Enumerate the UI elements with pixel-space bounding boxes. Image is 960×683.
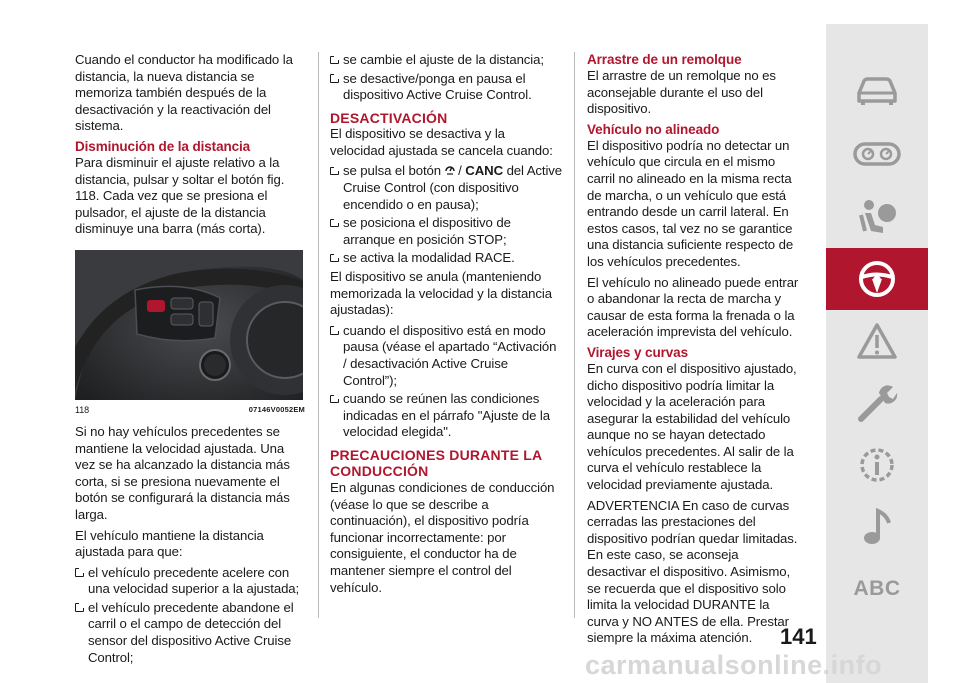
airbag-icon — [855, 197, 899, 237]
column-2 — [330, 52, 562, 600]
sidebar-item-index[interactable] — [826, 558, 928, 620]
music-note-icon — [859, 507, 895, 547]
column-1 — [75, 52, 305, 668]
list-item: se activa la modalidad RACE. — [330, 250, 562, 267]
section-heading: DESACTIVACIÓN — [330, 109, 448, 126]
page-number: 141 — [780, 624, 817, 649]
paragraph: El vehículo no alineado puede entrar o abandonar la recta de marcha y causar de esta forma la frenada o la aceleración imprevista del vehículo. — [587, 274, 799, 340]
checkbox-bullet-icon — [75, 603, 84, 612]
paragraph: Para disminuir el ajuste relativo a la distancia, pulsar y soltar el botón fig. 118. Cada vez que se presiona el pulsador, el ajuste de la distancia disminuye una barra (más corta). — [75, 154, 285, 237]
steering-wheel-buttons-figure — [75, 250, 303, 400]
sidebar-item-technical-data[interactable] — [826, 434, 928, 496]
section-heading: Arrastre de un remolque — [587, 52, 742, 67]
checkbox-bullet-icon — [75, 568, 84, 577]
figure-number: 118 — [75, 404, 90, 415]
section-heading: Vehículo no alineado — [587, 121, 720, 137]
column-3 — [587, 52, 801, 651]
section-heading: PRECAUCIONES DURANTE LA CONDUCCIÓN — [330, 446, 542, 480]
list-item: se desactive/ponga en pausa el dispositivo Active Cruise Control. — [330, 71, 562, 104]
paragraph: En algunas condiciones de conducción (véase lo que se describe a continuación), el dispositivo podría funcionar incorrectamente: por consiguiente, el conductor ha de mantener siempre el control del vehículo. — [330, 479, 555, 595]
paragraph: Si no hay vehículos precedentes se mantiene la velocidad ajustada. Una vez se ha alcanzado la distancia más corta, si se presiona nuevamente el botón se configurará la distancia más larga. — [75, 423, 290, 522]
chapter-sidebar — [826, 24, 928, 683]
sidebar-item-dashboard[interactable] — [826, 124, 928, 186]
paragraph: El dispositivo podría no detectar un vehículo que circula en el mismo carril no alineado en la misma recta de marcha, o un vehículo que está entrando desde un carril lateral. En estos casos, tal vez no se garantice una distancia suficiente respecto de los vehículos precedentes. — [587, 137, 794, 269]
section-heading: Disminución de la distancia — [75, 138, 251, 154]
paragraph: El arrastre de un remolque no es aconsejable durante el uso del dispositivo. — [587, 68, 776, 117]
column-divider — [318, 52, 319, 618]
sidebar-item-driving[interactable] — [826, 248, 928, 310]
figure-caption — [75, 404, 305, 416]
paragraph: El vehículo mantiene la distancia ajustada para que: — [75, 527, 264, 560]
watermark: carmanualsonline.info — [585, 650, 883, 680]
car-icon — [855, 75, 899, 107]
column-divider — [574, 52, 575, 618]
checkbox-bullet-icon — [330, 219, 339, 228]
checkbox-bullet-icon — [330, 254, 339, 263]
info-gear-icon — [855, 443, 899, 487]
steering-wheel-photo — [75, 250, 303, 400]
list-item: cuando se reúnen las condiciones indicadas en el párrafo "Ajuste de la velocidad elegida". — [330, 391, 562, 441]
sidebar-item-warnings[interactable] — [826, 310, 928, 372]
abc-index-label: ABC — [853, 577, 901, 600]
checkbox-bullet-icon — [330, 56, 339, 65]
warning-icon — [856, 322, 898, 360]
steering-wheel-icon — [857, 259, 897, 299]
sidebar-item-car[interactable] — [826, 60, 928, 122]
sidebar-item-safety[interactable] — [826, 186, 928, 248]
sidebar-item-multimedia[interactable] — [826, 496, 928, 558]
wrench-icon — [855, 381, 899, 425]
list-item: el vehículo precedente acelere con una velocidad superior a la ajustada; — [75, 565, 305, 598]
checkbox-bullet-icon — [330, 326, 339, 335]
sidebar-item-maintenance[interactable] — [826, 372, 928, 434]
paragraph: En curva con el dispositivo ajustado, dicho dispositivo podría limitar la velocidad y la aceleración para asegurar la estabilidad del vehículo aunque no se hayan detectado vehículos precedentes. Al salir de la curva el vehículo restablece la velocidad previamente ajustada. — [587, 360, 797, 493]
list-item: cuando el dispositivo está en modo pausa (véase el apartado “Activación / desactivación Active Cruise Control”); — [330, 323, 562, 389]
checkbox-bullet-icon — [330, 167, 339, 176]
paragraph: El dispositivo se desactiva y la velocidad ajustada se cancela cuando: — [330, 126, 553, 158]
list-item: se cambie el ajuste de la distancia; — [330, 52, 562, 69]
figure-code: 07146V0052EM — [248, 404, 305, 414]
paragraph: ADVERTENCIA En caso de curvas cerradas las prestaciones del dispositivo podrían quedar limitadas. En este caso, se aconseja desactivar el dispositivo. Asimismo, se recuerda que el dispositivo solo limita la velocidad DURANTE la curva y NO ANTES de ella. Prestar siempre la máxima atención. — [587, 497, 798, 646]
paragraph: Cuando el conductor ha modificado la distancia, la nueva distancia se memoriza también después de la desactivación y la reactivación del sistema. — [75, 52, 293, 134]
list-item: se pulsa el botón / CANC del Active Cruise Control (con dispositivo encendido o en pausa); — [330, 163, 562, 213]
paragraph: El dispositivo se anula (manteniendo memorizada la velocidad y la distancia ajustadas): — [330, 269, 552, 318]
list-item: se posiciona el dispositivo de arranque en posición STOP; — [330, 215, 562, 248]
checkbox-bullet-icon — [330, 395, 339, 404]
dashboard-icon — [853, 140, 901, 170]
list-item: el vehículo precedente abandone el carril o el campo de detección del sensor del dispositivo Active Cruise Control; — [75, 600, 305, 666]
speedometer-cancel-icon — [445, 164, 455, 176]
section-heading: Virajes y curvas — [587, 344, 688, 360]
checkbox-bullet-icon — [330, 74, 339, 83]
